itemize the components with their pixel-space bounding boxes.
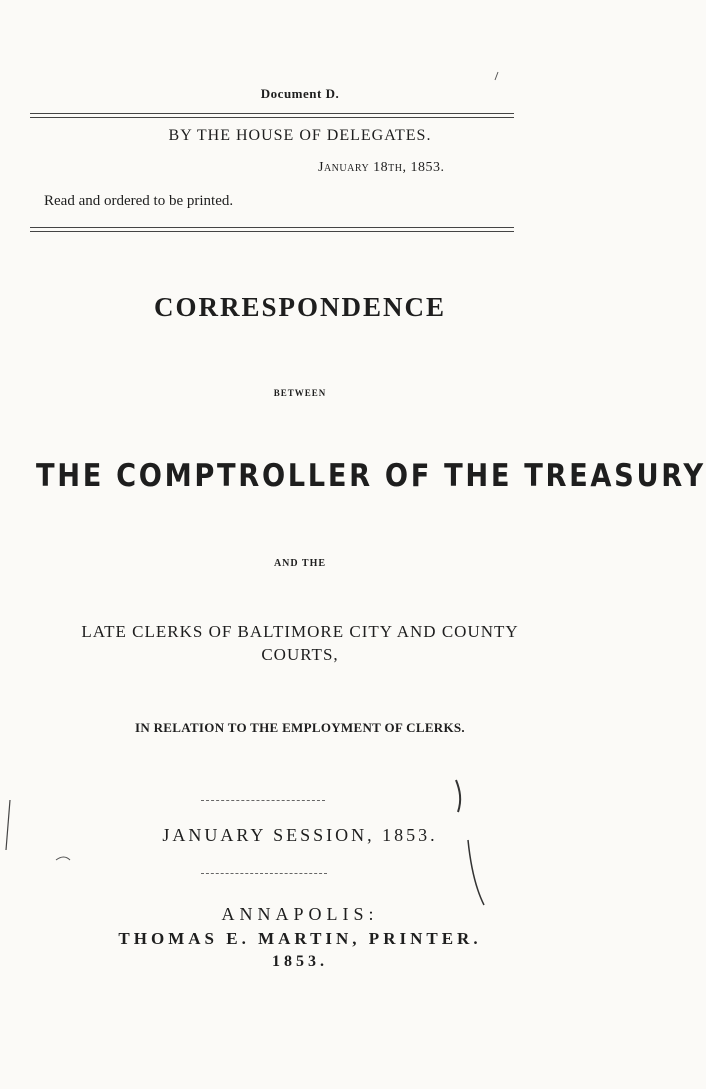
document-label: Document D. [260,86,340,101]
session-line: JANUARY SESSION, 1853. [162,825,438,845]
party-two-line-2: COURTS, [261,645,339,664]
imprint-place: ANNAPOLIS: [221,904,379,924]
order-line: Read and ordered to be printed. [44,193,234,209]
imprint-year: 1853. [272,953,328,970]
party-two-line-1: LATE CLERKS OF BALTIMORE CITY AND COUNTY [81,622,519,641]
between-label: BETWEEN [273,388,327,398]
and-the-label: AND THE [273,558,327,569]
party-one-title: THE COMPTROLLER OF THE TREASURY [36,458,706,494]
date-line: January 18th, 1853. [318,160,445,175]
chamber-line: BY THE HOUSE OF DELEGATES. [168,127,432,144]
subject-line: IN RELATION TO THE EMPLOYMENT OF CLERKS. [135,720,465,735]
imprint-printer: THOMAS E. MARTIN, PRINTER. [118,929,482,948]
main-title: CORRESPONDENCE [153,292,447,322]
